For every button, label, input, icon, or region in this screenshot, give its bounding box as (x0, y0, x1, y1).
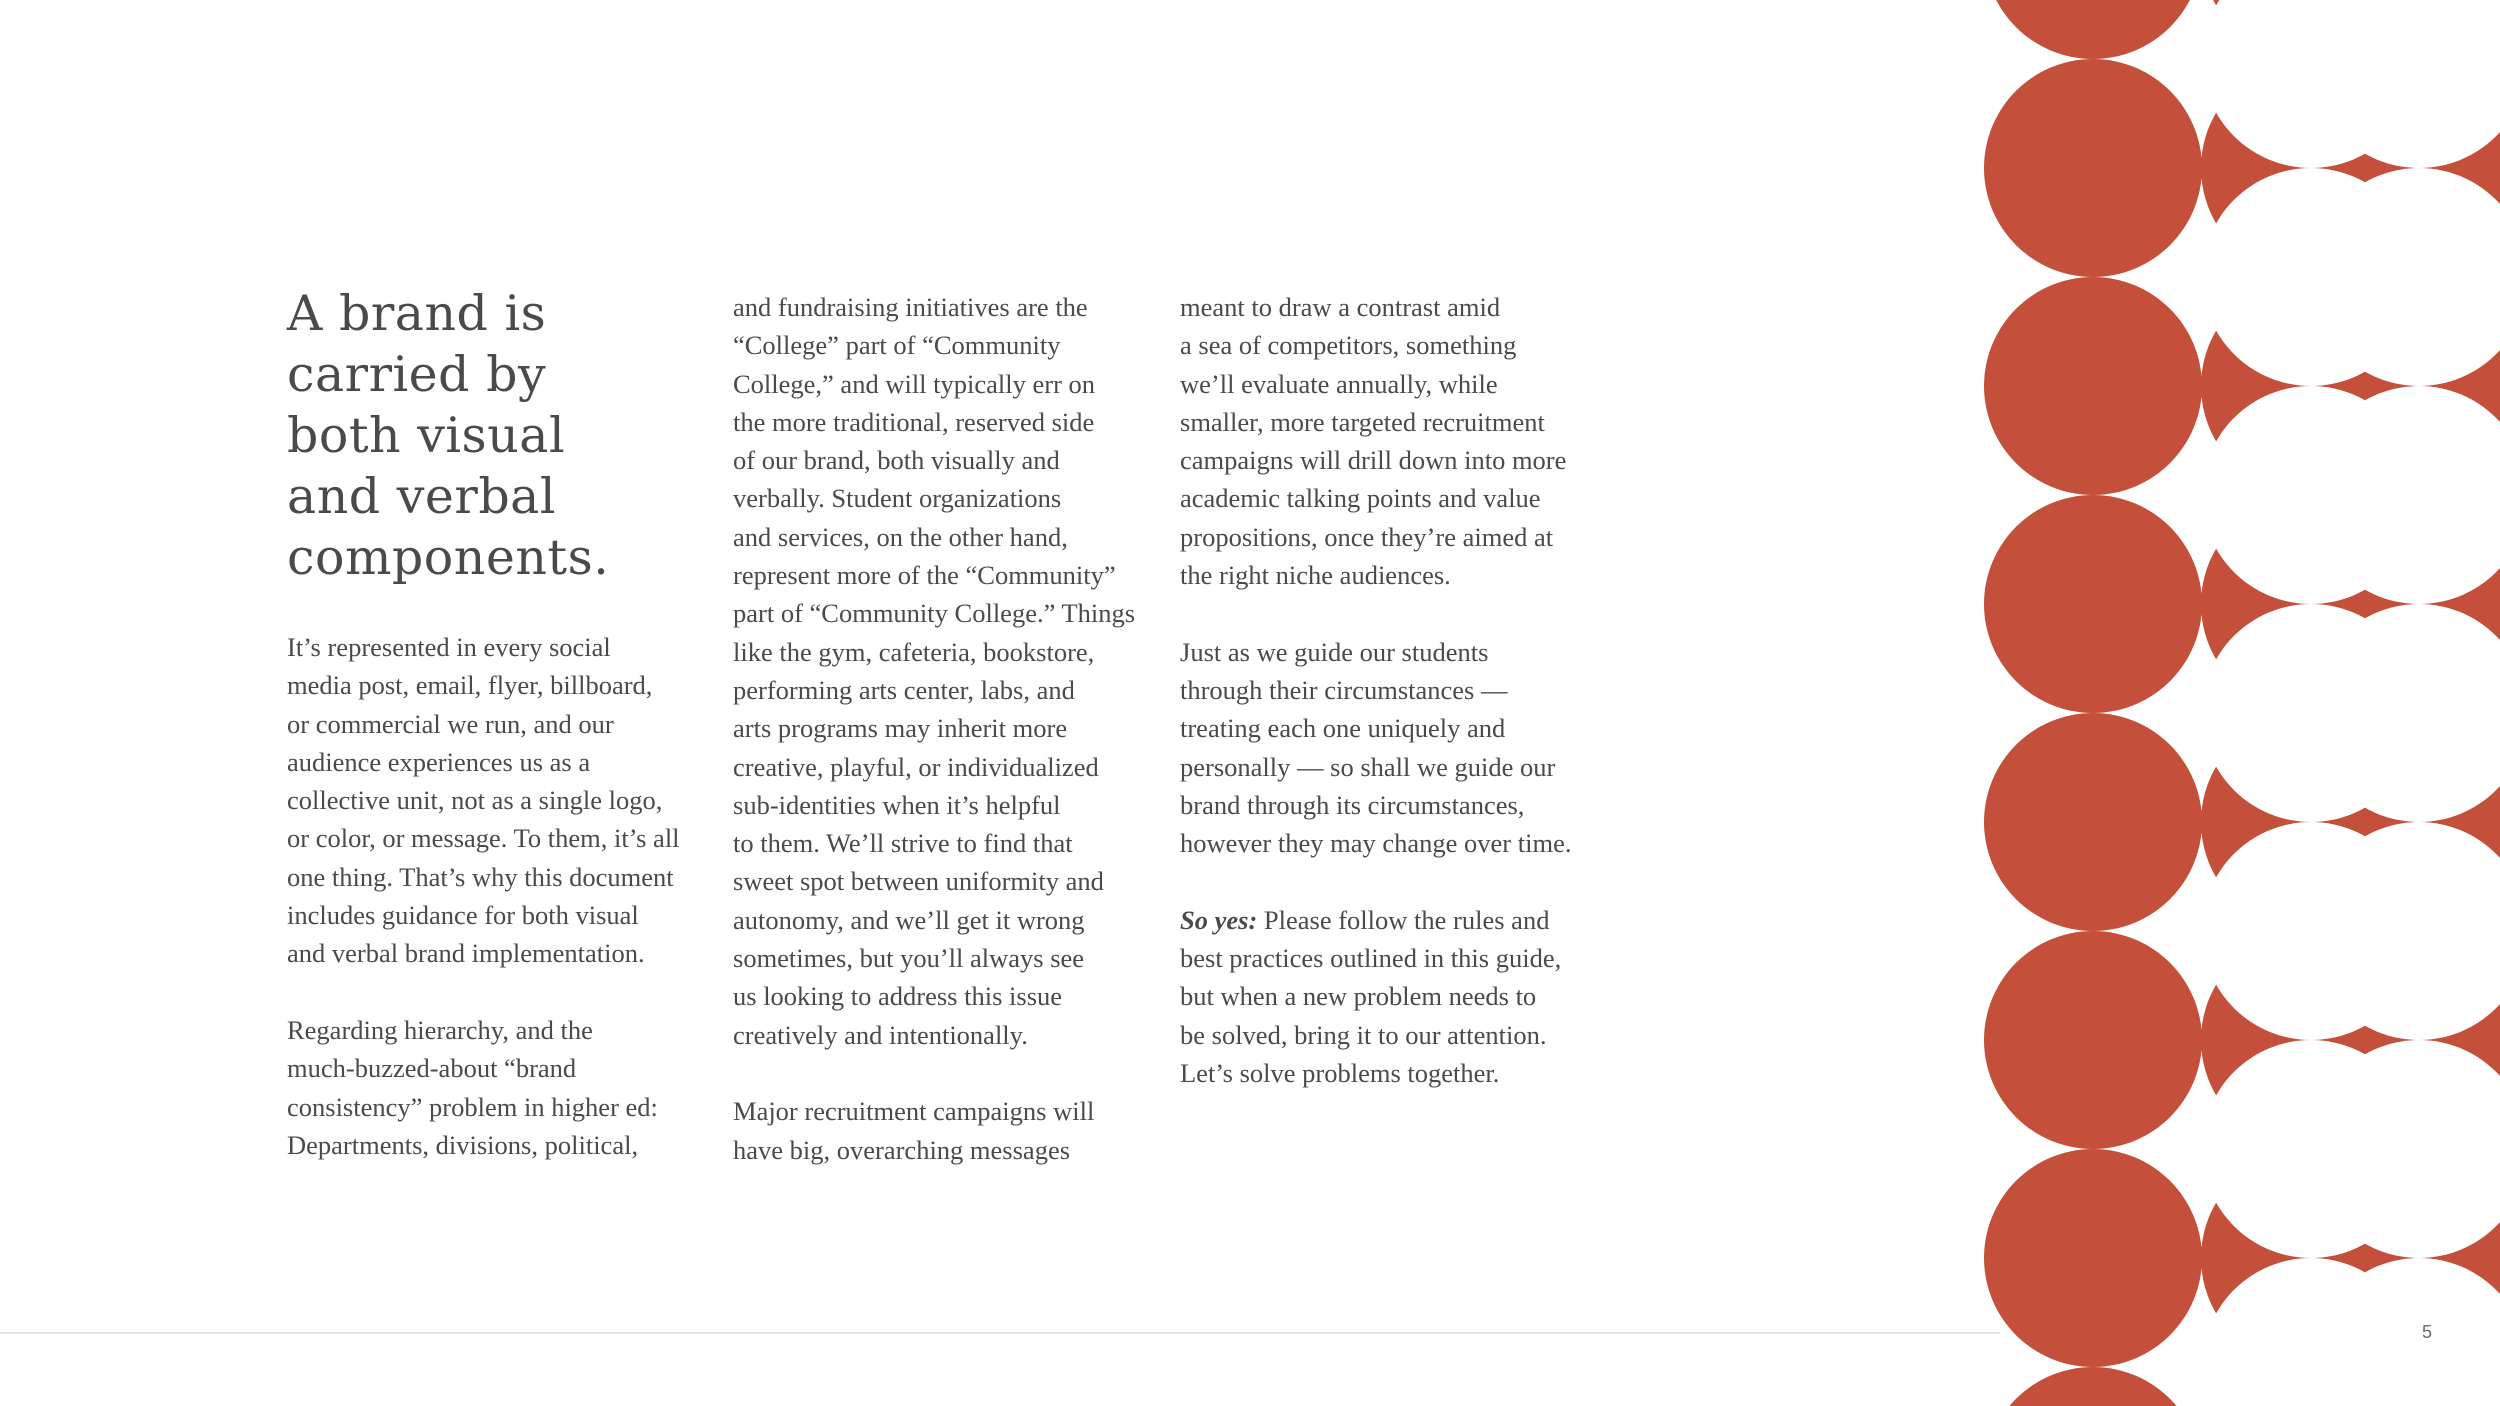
heading-line: both visual (287, 407, 566, 464)
text-line: treating each one uniquely and (1180, 713, 1506, 744)
pattern-circle (1984, 713, 2202, 931)
text-line: arts programs may inherit more (733, 713, 1068, 744)
text-line: us looking to address this issue (733, 981, 1063, 1012)
text-line: Regarding hierarchy, and the (287, 1014, 593, 1045)
paragraph (1180, 288, 1620, 594)
text-line: creatively and intentionally. (733, 1019, 1028, 1050)
text-line: or color, or message. To them, it’s all (287, 823, 680, 854)
paragraph-gap (287, 973, 727, 1011)
paragraph-gap (733, 1054, 1173, 1092)
text-line: to them. We’ll strive to find that (733, 828, 1073, 859)
text-line: sub-identities when it’s helpful (733, 789, 1061, 820)
paragraph-gap (1180, 594, 1620, 632)
text-line: through their circumstances — (1180, 674, 1508, 705)
text-line: sometimes, but you’ll always see (733, 943, 1085, 974)
text-line: and services, on the other hand, (733, 521, 1068, 552)
text-line: brand through its circumstances, (1180, 789, 1525, 820)
pattern-circle (1984, 495, 2202, 713)
text-line: we’ll evaluate annually, while (1180, 368, 1498, 399)
text-line: but when a new problem needs to (1180, 981, 1537, 1012)
heading-line: components. (287, 529, 610, 586)
pattern-circle (1984, 59, 2202, 277)
paragraph (287, 1011, 727, 1164)
text-column-1 (287, 628, 727, 1164)
text-line: Departments, divisions, political, (287, 1129, 639, 1160)
paragraph (1180, 901, 1620, 1092)
text-line: academic talking points and value (1180, 483, 1541, 514)
decorative-circle-pattern (1980, 0, 2500, 1406)
text-line: like the gym, cafeteria, bookstore, (733, 636, 1095, 667)
text-line: and fundraising initiatives are the (733, 292, 1088, 322)
text-line: sweet spot between uniformity and (733, 866, 1104, 897)
text-line (1180, 901, 1620, 939)
text-line: the right niche audiences. (1180, 560, 1451, 591)
text-line: It’s represented in every social (287, 632, 611, 662)
heading-line: carried by (287, 346, 547, 403)
text-line: Just as we guide our students (1180, 636, 1489, 667)
text-line: audience experiences us as a (287, 746, 591, 777)
text-line: collective unit, not as a single logo, (287, 785, 663, 816)
text-line: much-buzzed-about “brand (287, 1053, 577, 1084)
text-line: consistency” problem in higher ed: (287, 1091, 658, 1122)
text-line: creative, playful, or individualized (733, 751, 1099, 782)
text-line: the more traditional, reserved side (733, 406, 1095, 437)
pattern-circle (1984, 1149, 2202, 1367)
pattern-circle (1984, 1367, 2202, 1406)
text-line: verbally. Student organizations (733, 483, 1062, 514)
text-column-2 (733, 288, 1173, 1169)
text-line: and verbal brand implementation. (287, 938, 645, 969)
circle-pattern-graphic (1980, 0, 2500, 1406)
paragraph (1180, 633, 1620, 863)
text-line: part of “Community College.” Things (733, 598, 1136, 629)
text-line: personally — so shall we guide our (1180, 751, 1556, 782)
text-line: have big, overarching messages (733, 1134, 1071, 1165)
text-line: smaller, more targeted recruitment (1180, 406, 1545, 437)
text-line: autonomy, and we’ll get it wrong (733, 904, 1085, 935)
text-line: or commercial we run, and our (287, 708, 614, 739)
paragraph (733, 288, 1173, 1054)
text-line: best practices outlined in this guide, (1180, 943, 1562, 974)
text-line: meant to draw a contrast amid (1180, 292, 1501, 322)
text-line: propositions, once they’re aimed at (1180, 521, 1554, 552)
pattern-circle (1984, 0, 2202, 59)
heading-line: and verbal (287, 468, 557, 525)
text-line: of our brand, both visually and (733, 445, 1060, 476)
pattern-circle (1984, 277, 2202, 495)
text-line: performing arts center, labs, and (733, 674, 1075, 705)
text-line: represent more of the “Community” (733, 560, 1116, 591)
text-line: one thing. That’s why this document (287, 861, 674, 892)
paragraph (287, 628, 727, 973)
text-line: College,” and will typically err on (733, 368, 1096, 399)
text-fragment: Please follow the rules and (1257, 904, 1550, 935)
text-line: campaigns will drill down into more (1180, 445, 1567, 476)
pattern-separator (2310, 0, 2312, 1406)
text-line: Let’s solve problems together. (1180, 1057, 1500, 1088)
text-line: Major recruitment campaigns will (733, 1096, 1095, 1127)
text-line: media post, email, flyer, billboard, (287, 670, 653, 701)
footer-divider (0, 1332, 2000, 1334)
heading-line: A brand is (287, 285, 547, 342)
paragraph (733, 1092, 1173, 1169)
pattern-separator (2418, 0, 2420, 1406)
text-line: “College” part of “Community (733, 330, 1061, 361)
text-line: be solved, bring it to our attention. (1180, 1019, 1547, 1050)
text-line: includes guidance for both visual (287, 900, 639, 931)
page-number: 5 (2422, 1322, 2433, 1342)
text-line: a sea of competitors, something (1180, 330, 1517, 361)
lead-in-text: So yes: (1180, 904, 1258, 935)
pattern-circle (1984, 931, 2202, 1149)
page-heading (287, 283, 707, 588)
text-column-3 (1180, 288, 1620, 1092)
text-line: however they may change over time. (1180, 828, 1572, 859)
paragraph-gap (1180, 862, 1620, 900)
